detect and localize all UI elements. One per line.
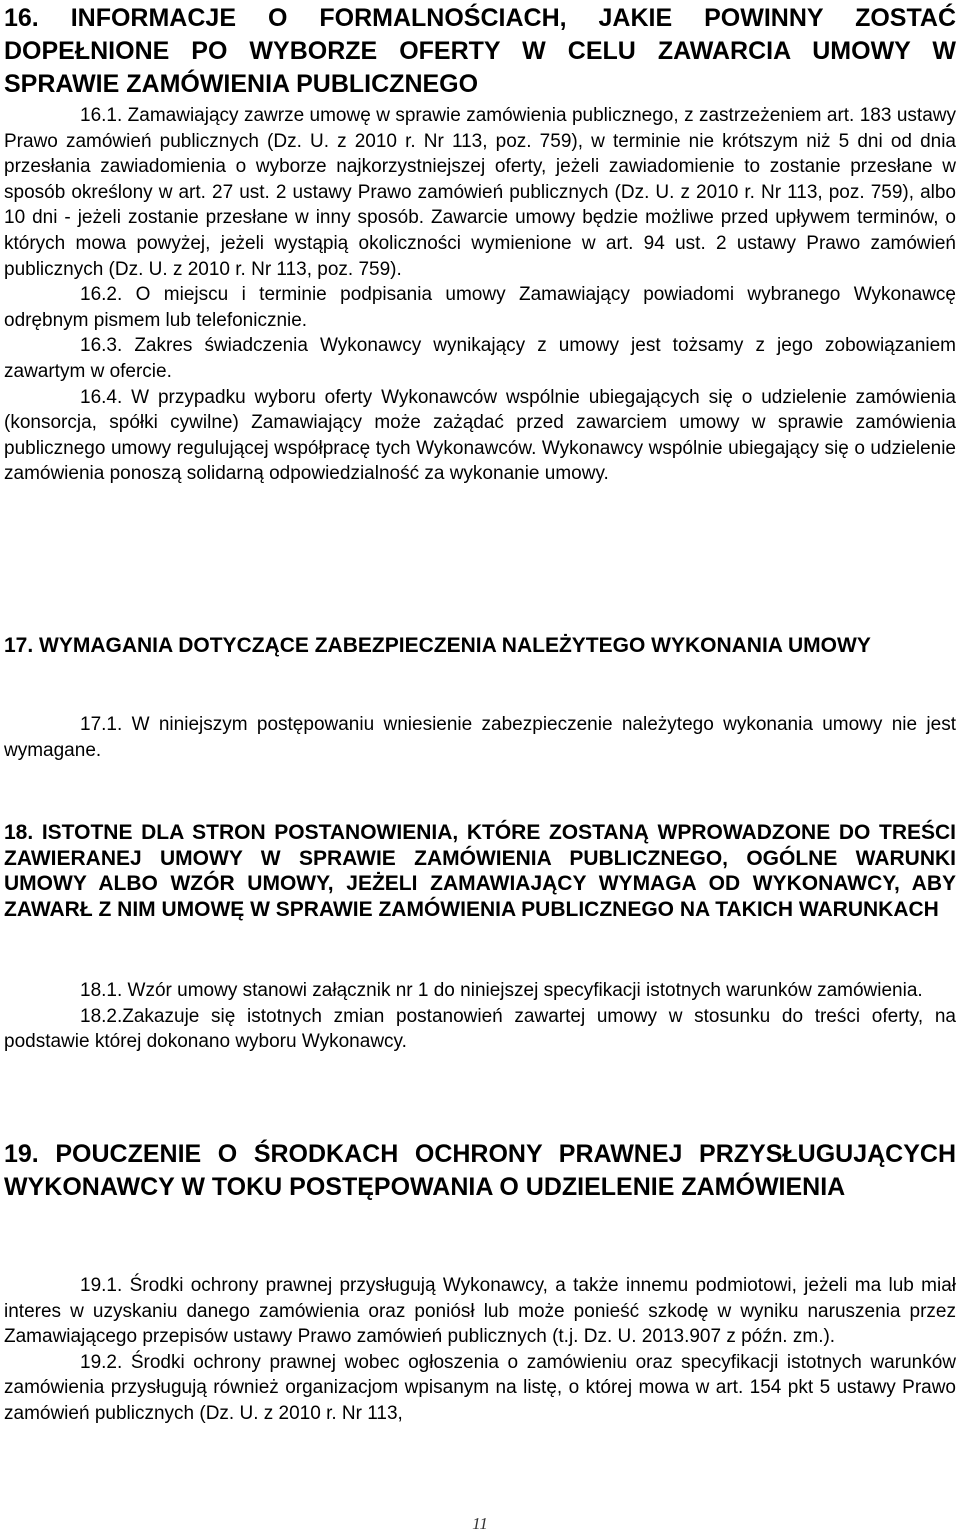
- paragraph-16-3: 16.3. Zakres świadczenia Wykonawcy wynikający z umowy jest tożsamy z jego zobowiązaniem zawartym w ofercie.: [4, 335, 956, 382]
- section-19-heading-block: [4, 1138, 956, 1204]
- paragraph-16-4: 16.4. W przypadku wyboru oferty Wykonawców wspólnie ubiegających się o udzielenie zamówienia (konsorcja, spółki cywilne) Zamawiający może zażądać przed zawarciem umowy w sprawie zamówienia publicznego umowy regulującej współpracę tych Wykonawców. Wykonawcy wspólnie ubiegający się o udzielenie zamówienia ponoszą solidarną odpowiedzialność za wykonanie umowy.: [4, 386, 956, 485]
- section-17-heading-block: [4, 633, 956, 659]
- section-17-body: [4, 712, 956, 763]
- section-19-body: [4, 1273, 956, 1427]
- paragraph-19-2: 19.2. Środki ochrony prawnej wobec ogłoszenia o zamówieniu oraz specyfikacji istotnych warunków zamówienia przysługują również organizacjom wpisanym na listę, o której mowa w art. 154 pkt 5 ustawy Prawo zamówień publicznych (Dz. U. z 2010 r. Nr 113,: [4, 1351, 956, 1424]
- section-17-title: 17. WYMAGANIA DOTYCZĄCE ZABEZPIECZENIA NALEŻYTEGO WYKONANIA UMOWY: [4, 634, 871, 657]
- section-18-body: [4, 978, 956, 1055]
- paragraph-19-1: 19.1. Środki ochrony prawnej przysługują Wykonawcy, a także innemu podmiotowi, jeżeli ma lub miał interes w uzyskaniu danego zamówienia oraz poniósł lub może ponieść szkodę w wyniku naruszenia przez Zamawiającego przepisów ustawy Prawo zamówień publicznych (t.j. Dz. U. 2013.907 z późn. zm.).: [4, 1275, 956, 1348]
- section-16-body: [4, 103, 956, 487]
- paragraph-18-1: 18.1. Wzór umowy stanowi załącznik nr 1 do niniejszej specyfikacji istotnych warunków zamówienia.: [80, 980, 923, 1001]
- section-16-heading-block: [4, 2, 956, 101]
- section-19-title: 19. POUCZENIE O ŚRODKACH OCHRONY PRAWNEJ PRZYSŁUGUJĄCYCH WYKONAWCY W TOKU POSTĘPOWANIA O UDZIELENIE ZAMÓWIENIA: [4, 1140, 956, 1201]
- section-18-title: 18. ISTOTNE DLA STRON POSTANOWIENIA, KTÓRE ZOSTANĄ WPROWADZONE DO TREŚCI ZAWIERANEJ UMOWY W SPRAWIE ZAMÓWIENIA PUBLICZNEGO, OGÓLNE WARUNKI UMOWY ALBO WZÓR UMOWY, JEŻELI ZAMAWIAJĄCY WYMAGA OD WYKONAWCY, ABY ZAWARŁ Z NIM UMOWĘ W SPRAWIE ZAMÓWIENIA PUBLICZNEGO NA TAKICH WARUNKACH: [4, 821, 956, 921]
- paragraph-17-1: 17.1. W niniejszym postępowaniu wniesienie zabezpieczenie należytego wykonania umowy nie jest wymagane.: [4, 714, 956, 761]
- paragraph-16-2: 16.2. O miejscu i terminie podpisania umowy Zamawiający powiadomi wybranego Wykonawcę odrębnym pismem lub telefonicznie.: [4, 284, 956, 331]
- paragraph-16-1: 16.1. Zamawiający zawrze umowę w sprawie zamówienia publicznego, z zastrzeżeniem art. 183 ustawy Prawo zamówień publicznych (Dz. U. z 2010 r. Nr 113, poz. 759), w terminie nie krótszym niż 5 dni od dnia przesłania zawiadomienia o wyborze najkorzystniejszej oferty, jeżeli zawiadomienie to zostanie przesłane w sposób określony w art. 27 ust. 2 ustawy Prawo zamówień publicznych (Dz. U. z 2010 r. Nr 113, poz. 759), albo 10 dni - jeżeli zostanie przesłane w inny sposób. Zawarcie umowy będzie możliwe przed upływem terminów, o których mowa powyżej, jeżeli wystąpią okoliczności wymienione w art. 94 ust. 2 ustawy Prawo zamówień publicznych (Dz. U. z 2010 r. Nr 113, poz. 759).: [4, 105, 956, 280]
- page-number: 11: [472, 1514, 488, 1533]
- paragraph-18-2: 18.2.Zakazuje się istotnych zmian postanowień zawartej umowy w stosunku do treści oferty, na podstawie której dokonano wyboru Wykonawcy.: [4, 1005, 956, 1053]
- section-18-heading-block: [4, 820, 956, 922]
- section-16-title: 16. INFORMACJE O FORMALNOŚCIACH, JAKIE POWINNY ZOSTAĆ DOPEŁNIONE PO WYBORZE OFERTY W CELU ZAWARCIA UMOWY W SPRAWIE ZAMÓWIENIA PUBLICZNEGO: [4, 4, 956, 98]
